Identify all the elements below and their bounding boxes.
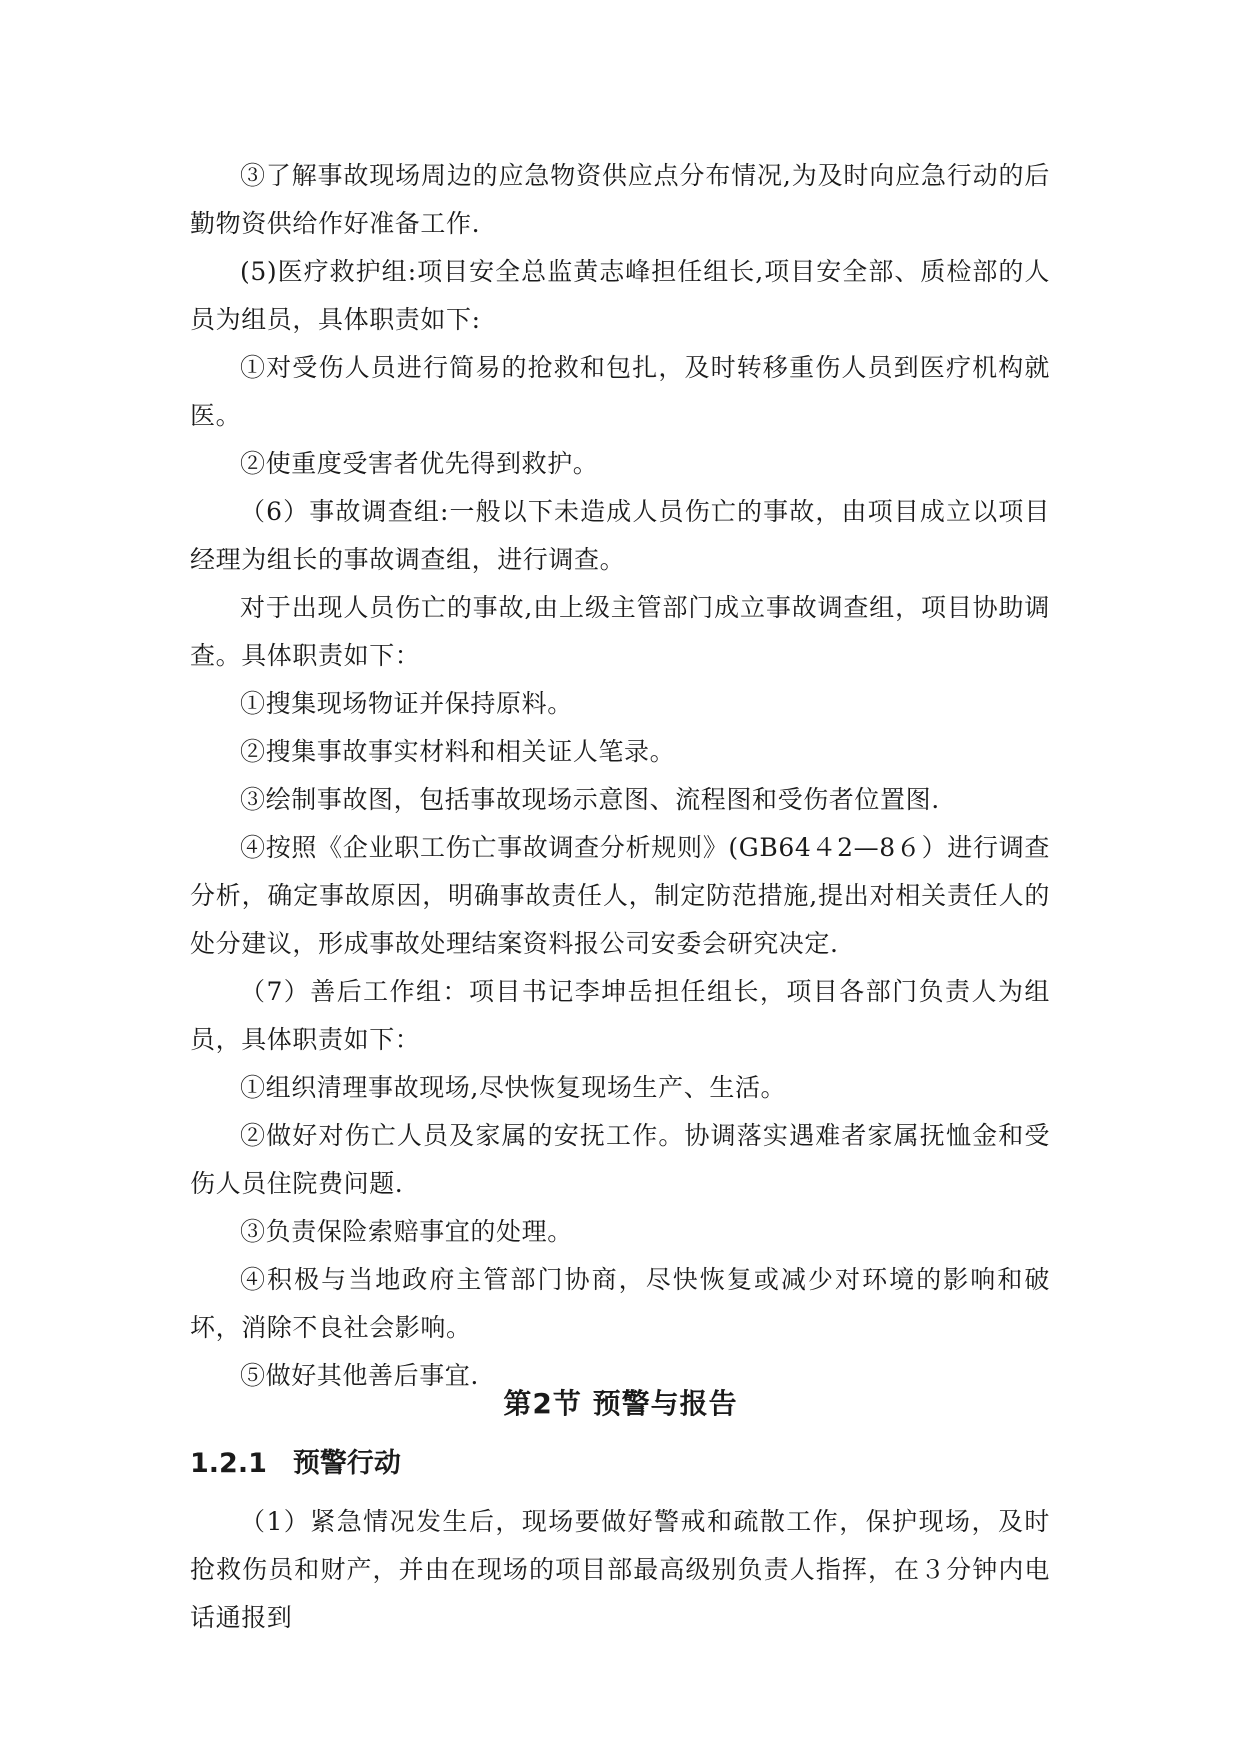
subsection-heading [190,1440,401,1488]
paragraph-insurance: ③负责保险索赔事宜的处理。 [240,1217,573,1246]
tail-text [190,1498,1050,1642]
paragraph-investigation-team: （6）事故调查组:一般以下未造成人员伤亡的事故，由项目成立以项目经理为组长的事故调查组，进行调查。 [190,497,1050,574]
body-text [190,152,1050,1400]
paragraph-aftermath-team: （7）善后工作组：项目书记李坤岳担任组长，项目各部门负责人为组员，具体职责如下： [190,977,1050,1054]
paragraph-collect-evidence: ①搜集现场物证并保持原料。 [240,689,573,718]
paragraph-priority-care: ②使重度受害者优先得到救护。 [240,449,599,478]
subsection-title: 预警行动 [292,1448,401,1479]
paragraph-analysis-rules: ④按照《企业职工伤亡事故调查分析规则》(GB64４2—8６）进行调查分析，确定事故原因，明确事故责任人，制定防范措施,提出对相关责任人的处分建议，形成事故处理结案资料报公司安委会研究决定. [190,833,1050,958]
paragraph-medical-team: (5)医疗救护组:项目安全总监黄志峰担任组长,项目安全部、质检部的人员为组员，具体职责如下: [190,257,1050,334]
paragraph-clean-site: ①组织清理事故现场,尽快恢复现场生产、生活。 [240,1073,787,1102]
paragraph-other-matters: ⑤做好其他善后事宜. [240,1361,479,1390]
paragraph-collect-records: ②搜集事故事实材料和相关证人笔录。 [240,737,676,766]
paragraph-casualty-investigation: 对于出现人员伤亡的事故,由上级主管部门成立事故调查组，项目协助调查。具体职责如下： [190,593,1050,670]
paragraph-emergency-response: （1）紧急情况发生后，现场要做好警戒和疏散工作，保护现场，及时抢救伤员和财产，并由在现场的项目部最高级别负责人指挥，在３分钟内电话通报到 [190,1507,1050,1632]
paragraph-first-aid: ①对受伤人员进行简易的抢救和包扎，及时转移重伤人员到医疗机构就医。 [190,353,1050,430]
paragraph-comfort-families: ②做好对伤亡人员及家属的安抚工作。协调落实遇难者家属抚恤金和受伤人员住院费问题. [190,1121,1050,1198]
paragraph-government-coordination: ④积极与当地政府主管部门协商，尽快恢复或减少对环境的影响和破坏，消除不良社会影响。 [190,1265,1050,1342]
paragraph-logistics-supply: ③了解事故现场周边的应急物资供应点分布情况,为及时向应急行动的后勤物资供给作好准备工作. [190,161,1050,238]
paragraph-draw-diagram: ③绘制事故图，包括事故现场示意图、流程图和受伤者位置图. [240,785,940,814]
subsection-number: 1.2.1 [190,1448,267,1479]
section-title: 第2节 预警与报告 [503,1387,738,1420]
